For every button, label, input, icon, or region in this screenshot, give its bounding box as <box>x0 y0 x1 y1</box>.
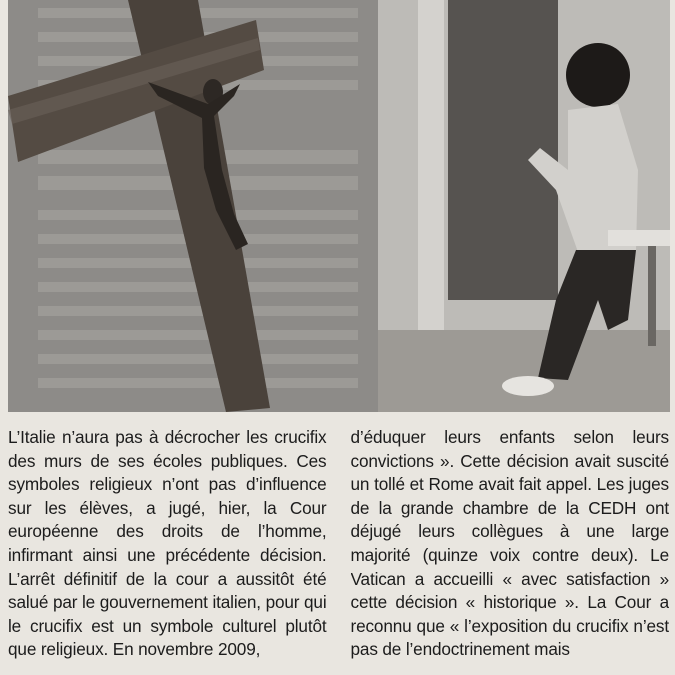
news-photo <box>8 0 670 412</box>
article-caption <box>0 426 675 675</box>
classroom-illustration <box>378 0 670 412</box>
caption-column-2: d’éduquer leurs enfants selon leurs convictions ». Cette décision avait suscité un tollé et Rome avait fait appel. Les juges de la grande chambre de la CEDH ont déjugé leurs collègues à une large majorité (quinze voix contre deux). Le Vatican a accueilli « avec satisfaction » cette décision « historique ». La Cour a reconnu que « l’exposition du crucifix n’est pas de l’endoctrinement mais <box>350 427 669 660</box>
caption-column-1: L’Italie n’aura pas à décrocher les crucifix des murs de ses écoles publiques. Ces symboles religieux n’ont pas d’influence sur les élèves, a jugé, hier, la Cour européenne des droits de l’homme, infirmant ainsi une précédente décision. L’arrêt définitif de la cour a aussitôt été salué par le gouvernement italien, pour qui le crucifix est un symbole culturel plutôt que religieux. En novembre 2009, <box>8 427 327 660</box>
